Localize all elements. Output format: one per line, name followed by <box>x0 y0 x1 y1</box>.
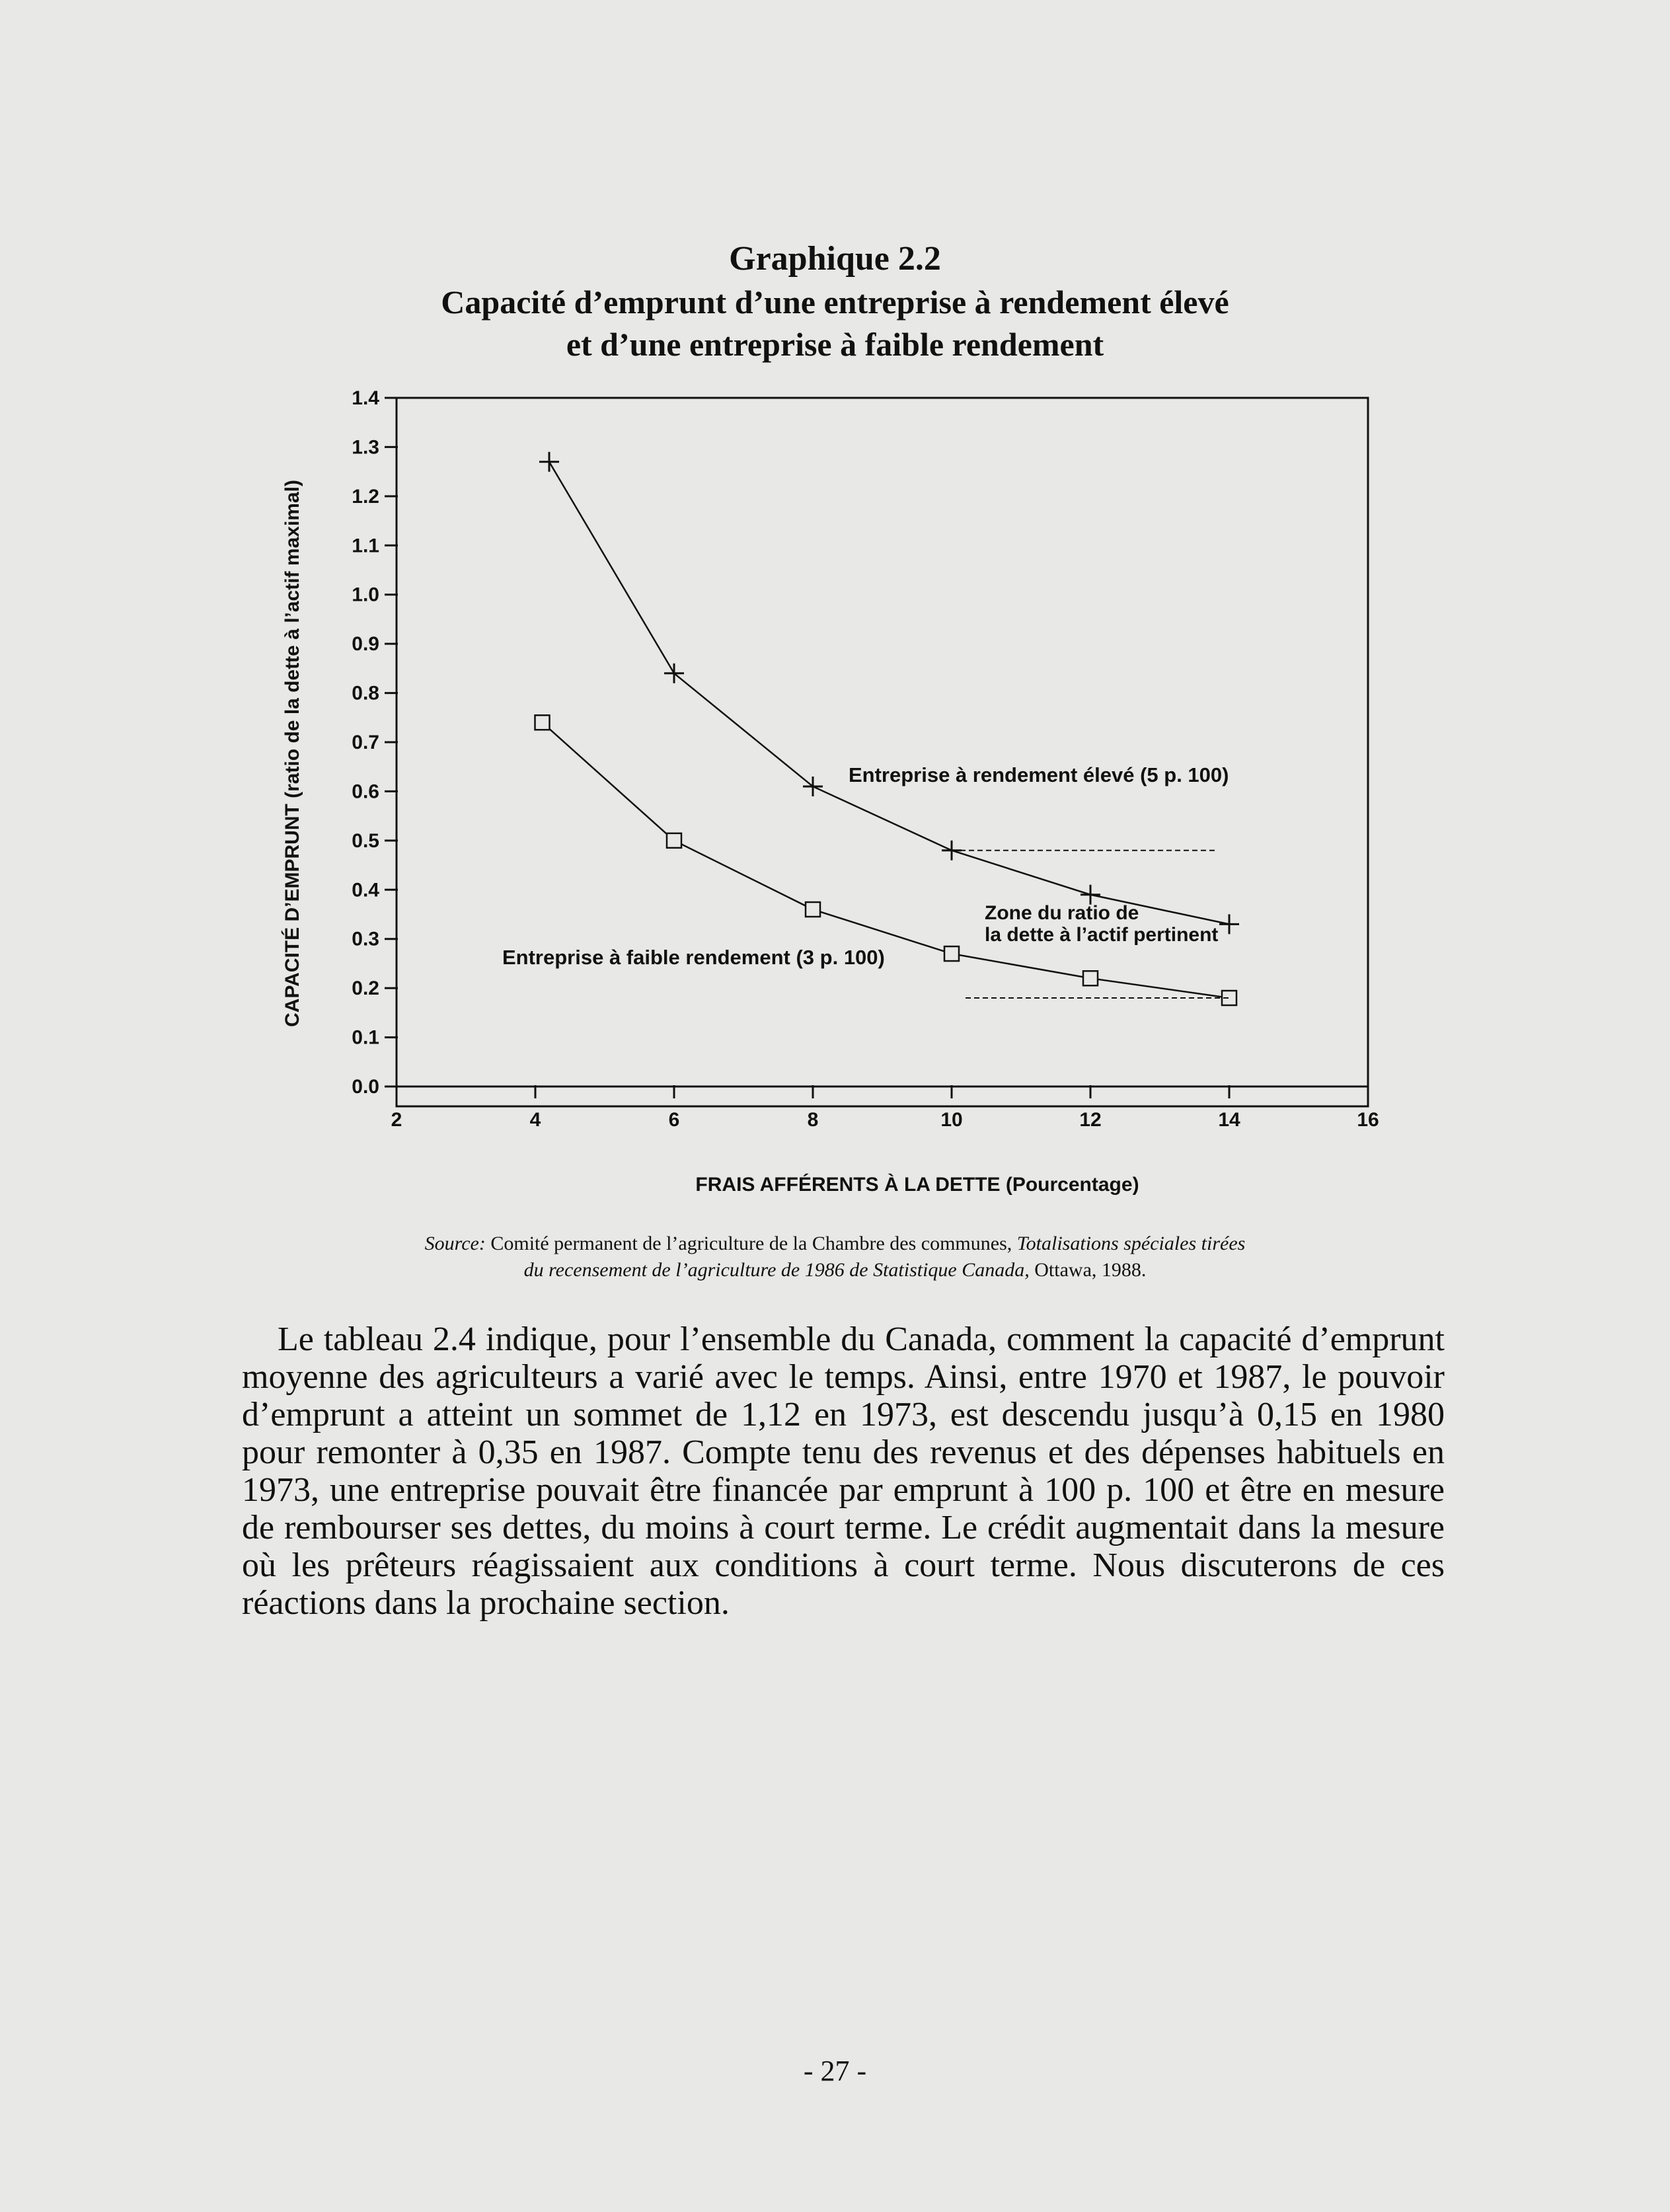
y-tick-label: 1.2 <box>352 485 379 508</box>
source-text-2: Ottawa, 1988. <box>1034 1259 1147 1281</box>
y-tick-label: 0.1 <box>352 1026 379 1049</box>
zone-annotation-line-2: la dette à l’actif pertinent <box>985 924 1219 946</box>
plus-marker <box>1219 914 1239 934</box>
x-axis-ticks <box>391 1085 1379 1131</box>
y-tick-label: 0.9 <box>352 633 379 656</box>
y-tick-label: 0.2 <box>352 977 379 1000</box>
source-title-1: Totalisations spéciales tirées <box>1016 1233 1246 1254</box>
y-tick-label: 0.8 <box>352 682 379 705</box>
y-axis-ticks <box>352 387 398 1098</box>
y-tick-label: 1.1 <box>352 535 379 557</box>
y-tick-label: 0.0 <box>352 1076 379 1098</box>
page-number: - 27 - <box>803 2055 867 2087</box>
y-tick-label: 0.7 <box>352 732 379 753</box>
x-axis-label: FRAIS AFFÉRENTS À LA DETTE (Pourcentage) <box>695 1174 1139 1196</box>
source-text-1: Comité permanent de l’agriculture de la Chambre des communes, <box>490 1233 1012 1254</box>
y-axis-label: CAPACITÉ D’EMPRUNT (ratio de la dette à l’actif maximal) <box>282 480 303 1027</box>
square-marker <box>535 715 550 730</box>
borrowing-capacity-chart <box>251 370 1414 1216</box>
plus-marker <box>803 777 823 796</box>
square-marker <box>667 833 681 848</box>
plus-marker <box>664 664 684 683</box>
x-tick-label: 6 <box>668 1109 680 1131</box>
figure-title-line-1: Capacité d’emprunt d’une entreprise à rendement élevé <box>441 284 1229 321</box>
series-label-low-yield: Entreprise à faible rendement (3 p. 100) <box>502 946 885 969</box>
x-tick-label: 16 <box>1357 1109 1379 1131</box>
plus-marker <box>539 452 559 472</box>
y-tick-label: 0.4 <box>352 879 379 901</box>
x-tick-label: 4 <box>529 1109 541 1131</box>
y-tick-label: 0.5 <box>352 829 379 852</box>
x-tick-label: 8 <box>807 1109 819 1131</box>
y-tick-label: 1.0 <box>352 584 379 606</box>
figure-source-note <box>0 1231 1670 1283</box>
y-tick-label: 1.3 <box>352 436 379 459</box>
figure-title-line-2: et d’une entreprise à faible rendement <box>566 326 1104 363</box>
source-label: Source: <box>424 1233 486 1254</box>
square-marker <box>806 902 820 917</box>
square-marker <box>944 946 959 961</box>
x-tick-label: 2 <box>391 1109 402 1131</box>
body-paragraph-container <box>242 1320 1445 1622</box>
zone-annotation-line-1: Zone du ratio de <box>985 902 1139 924</box>
y-tick-label: 0.3 <box>352 928 379 950</box>
figure-label: Graphique 2.2 <box>729 240 941 278</box>
series-line-high-yield <box>549 462 1229 925</box>
source-title-2: du recensement de l’agriculture de 1986 de Statistique Canada, <box>523 1259 1030 1281</box>
body-paragraph: Le tableau 2.4 indique, pour l’ensemble du Canada, comment la capacité d’emprunt moyenne des agriculteurs a varié avec le temps. Ainsi, entre 1970 et 1987, le pouvoir d’emprunt a atteint un sommet de 1,12 en 1973, est descendu jusqu’à 0,15 en 1980 pour remonter à 0,35 en 1987. Compte tenu des revenus et des dépenses habituels en 1973, une entreprise pouvait être financée par emprunt à 100 p. 100 et être en mesure de rembourser ses dettes, du moins à court terme. Le crédit augmentait dans la mesure où les prêteurs réagissaient aux conditions à court terme. Nous discuterons de ces réactions dans la prochaine section. <box>242 1320 1445 1622</box>
series-label-high-yield: Entreprise à rendement élevé (5 p. 100) <box>849 763 1229 786</box>
square-marker <box>1083 971 1098 985</box>
y-tick-label: 0.6 <box>352 781 379 803</box>
x-tick-label: 14 <box>1218 1109 1240 1131</box>
y-tick-label: 1.4 <box>352 387 379 409</box>
x-tick-label: 10 <box>940 1109 963 1131</box>
x-tick-label: 12 <box>1079 1109 1102 1131</box>
